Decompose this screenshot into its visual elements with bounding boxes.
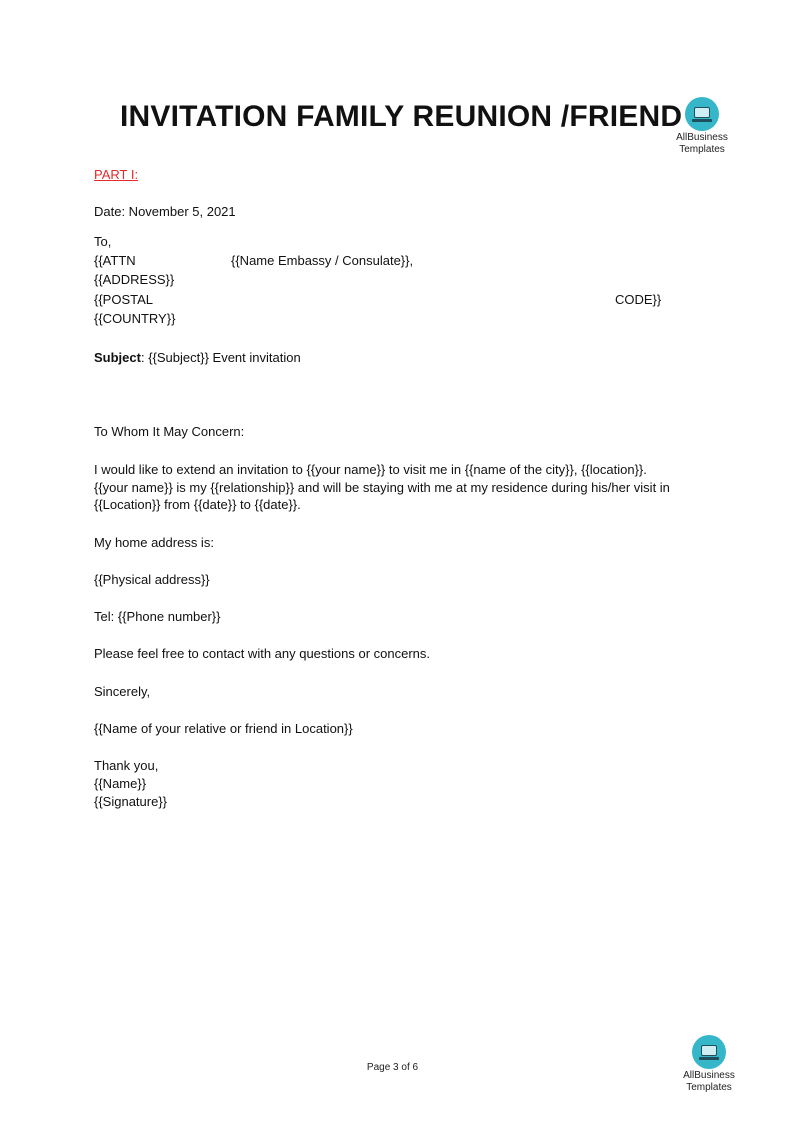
relative-name: {{Name of your relative or friend in Location}} bbox=[94, 721, 353, 736]
part-heading: PART I: bbox=[94, 167, 139, 182]
laptop-icon bbox=[685, 97, 719, 131]
body-line-2: {{your name}} is my {{relationship}} and will be staying with me at my residence during his/her visit in bbox=[94, 480, 670, 495]
brand-logo-top bbox=[670, 97, 734, 155]
laptop-icon bbox=[692, 1035, 726, 1069]
body-line-3: {{Location}} from {{date}} to {{date}}. bbox=[94, 497, 301, 512]
address-embassy: {{Name Embassy / Consulate}}, bbox=[231, 253, 414, 268]
subject-line bbox=[94, 350, 301, 365]
brand-name-line1: AllBusiness bbox=[676, 132, 728, 143]
brand-name-line2: Templates bbox=[686, 1082, 732, 1093]
address-street: {{ADDRESS}} bbox=[94, 272, 175, 287]
address-country: {{COUNTRY}} bbox=[94, 311, 176, 326]
subject-label: Subject bbox=[94, 350, 141, 365]
contact-note: Please feel free to contact with any questions or concerns. bbox=[94, 646, 431, 661]
home-address-label: My home address is: bbox=[94, 535, 214, 550]
address-postal: {{POSTAL bbox=[94, 292, 154, 307]
address-to: To, bbox=[94, 234, 112, 249]
subject-text: : {{Subject}} Event invitation bbox=[140, 350, 301, 365]
address-code: CODE}} bbox=[615, 292, 662, 307]
brand-name-line1: AllBusiness bbox=[683, 1070, 735, 1081]
address-attn: {{ATTN bbox=[94, 253, 136, 268]
page-number: Page 3 of 6 bbox=[366, 1062, 419, 1073]
telephone: Tel: {{Phone number}} bbox=[94, 609, 221, 624]
signature: {{Signature}} bbox=[94, 794, 168, 809]
brand-logo-bottom bbox=[677, 1035, 741, 1093]
date-line: Date: November 5, 2021 bbox=[94, 204, 236, 219]
greeting: To Whom It May Concern: bbox=[94, 424, 245, 439]
closing: Sincerely, bbox=[94, 684, 151, 699]
thanks: Thank you, bbox=[94, 758, 159, 773]
brand-name-line2: Templates bbox=[679, 144, 725, 155]
physical-address: {{Physical address}} bbox=[94, 572, 210, 587]
document-title: INVITATION FAMILY REUNION /FRIEND bbox=[120, 100, 683, 133]
body-line-1: I would like to extend an invitation to {{your name}} to visit me in {{name of the city}}, {{location}}. bbox=[94, 462, 647, 477]
sender-name: {{Name}} bbox=[94, 776, 147, 791]
